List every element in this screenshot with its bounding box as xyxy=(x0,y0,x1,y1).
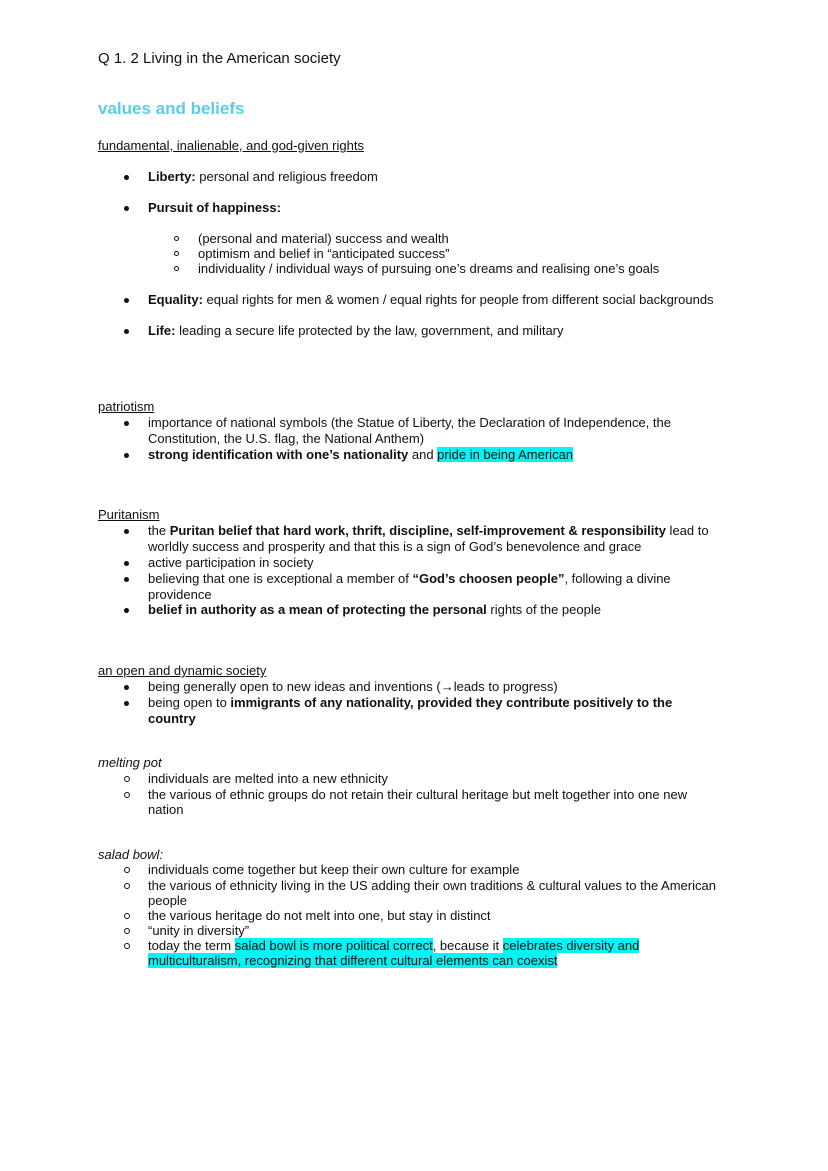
puritanism-item-4-bold: belief in authority as a mean of protecting the personal xyxy=(148,602,487,617)
open-society-item-2-bold: immigrants of any nationality, provided they contribute positively to the xyxy=(230,695,673,710)
puritanism-item-1-bold: Puritan belief that hard work, thrift, discipline, self-improvement & responsibility xyxy=(169,523,666,538)
melting-pot-label: melting pot xyxy=(98,755,162,770)
puritanism-item-3 xyxy=(148,571,671,587)
pursuit-subitem: individuality / individual ways of pursuing one’s dreams and realising one’s goals xyxy=(198,261,660,276)
puritanism-item-3-post: , following a divine xyxy=(564,571,671,586)
life-item xyxy=(148,323,564,339)
pursuit-term: Pursuit of happiness: xyxy=(148,200,281,215)
salad-bowl-item-3: the various heritage do not melt into one, but stay in distinct xyxy=(148,908,491,923)
patriotism-label: patriotism xyxy=(98,399,155,414)
open-society-label: an open and dynamic society xyxy=(98,663,267,678)
life-text: leading a secure life protected by the law, government, and military xyxy=(175,323,564,338)
melting-pot-item-2-cont: nation xyxy=(148,802,184,817)
equality-term: Equality: xyxy=(148,292,203,307)
equality-text: equal rights for men & women / equal rights for people from different social backgrounds xyxy=(202,292,714,307)
patriotism-item-2-bold: strong identification with one’s nationality xyxy=(148,447,409,462)
patriotism-item-2 xyxy=(148,447,573,463)
patriotism-item-2-and: and xyxy=(408,447,438,462)
open-society-item-2-cont: country xyxy=(148,711,196,726)
salad-bowl-item-5-cont xyxy=(148,953,557,969)
pursuit-subitem: (personal and material) success and wealth xyxy=(198,231,449,246)
highlight: multiculturalism, recognizing that different cultural elements can coexist xyxy=(148,953,558,968)
melting-pot-item-1: individuals are melted into a new ethnicity xyxy=(148,771,388,786)
patriotism-item-1-cont: Constitution, the U.S. flag, the National Anthem) xyxy=(148,431,425,446)
section-heading: values and beliefs xyxy=(98,99,245,118)
salad-bowl-item-4: “unity in diversity” xyxy=(148,923,250,938)
puritanism-item-2: active participation in society xyxy=(148,555,314,570)
pursuit-subitem: optimism and belief in “anticipated success” xyxy=(198,246,450,261)
salad-bowl-item-2: the various of ethnicity living in the US adding their own traditions & cultural values to the American xyxy=(148,878,716,893)
patriotism-item-1: importance of national symbols (the Statue of Liberty, the Declaration of Independence, the xyxy=(148,415,671,430)
open-society-item-2-pre: being open to xyxy=(148,695,231,710)
liberty-item xyxy=(148,169,378,185)
puritanism-item-1 xyxy=(148,523,709,539)
highlight: celebrates diversity and xyxy=(502,938,640,953)
salad-bowl-label: salad bowl: xyxy=(98,847,164,862)
puritanism-item-4-post: rights of the people xyxy=(486,602,601,617)
puritanism-item-4 xyxy=(148,602,601,618)
salad-bowl-item-1: individuals come together but keep their own culture for example xyxy=(148,862,520,877)
rights-label: fundamental, inalienable, and god-given rights xyxy=(98,138,364,153)
salad-bowl-item-2-cont: people xyxy=(148,893,188,908)
puritanism-label: Puritanism xyxy=(98,507,160,522)
salad-bowl-item-5-mid: , because it xyxy=(432,938,503,953)
pursuit-item xyxy=(148,200,281,216)
puritanism-item-1-post: lead to xyxy=(665,523,709,538)
puritanism-item-3-cont: providence xyxy=(148,587,212,602)
puritanism-item-3-bold: “God’s choosen people” xyxy=(412,571,565,586)
puritanism-item-3-pre: believing that one is exceptional a member of xyxy=(148,571,413,586)
page-title: Q 1. 2 Living in the American society xyxy=(98,50,341,67)
highlight: pride in being American xyxy=(437,447,574,462)
liberty-term: Liberty: xyxy=(148,169,196,184)
open-society-item-2 xyxy=(148,695,672,711)
life-term: Life: xyxy=(148,323,176,338)
puritanism-item-1-cont: worldly success and prosperity and that this is a sign of God’s benevolence and grace xyxy=(148,539,642,554)
salad-bowl-item-5 xyxy=(148,938,639,954)
highlight: salad bowl is more political correct xyxy=(234,938,433,953)
melting-pot-item-2: the various of ethnic groups do not retain their cultural heritage but melt together into one new xyxy=(148,787,688,802)
open-society-item-1: being generally open to new ideas and inventions (→leads to progress) xyxy=(148,679,558,694)
equality-item xyxy=(148,292,714,308)
salad-bowl-item-5-pre: today the term xyxy=(148,938,235,953)
liberty-text: personal and religious freedom xyxy=(195,169,378,184)
puritanism-item-1-pre: the xyxy=(148,523,170,538)
